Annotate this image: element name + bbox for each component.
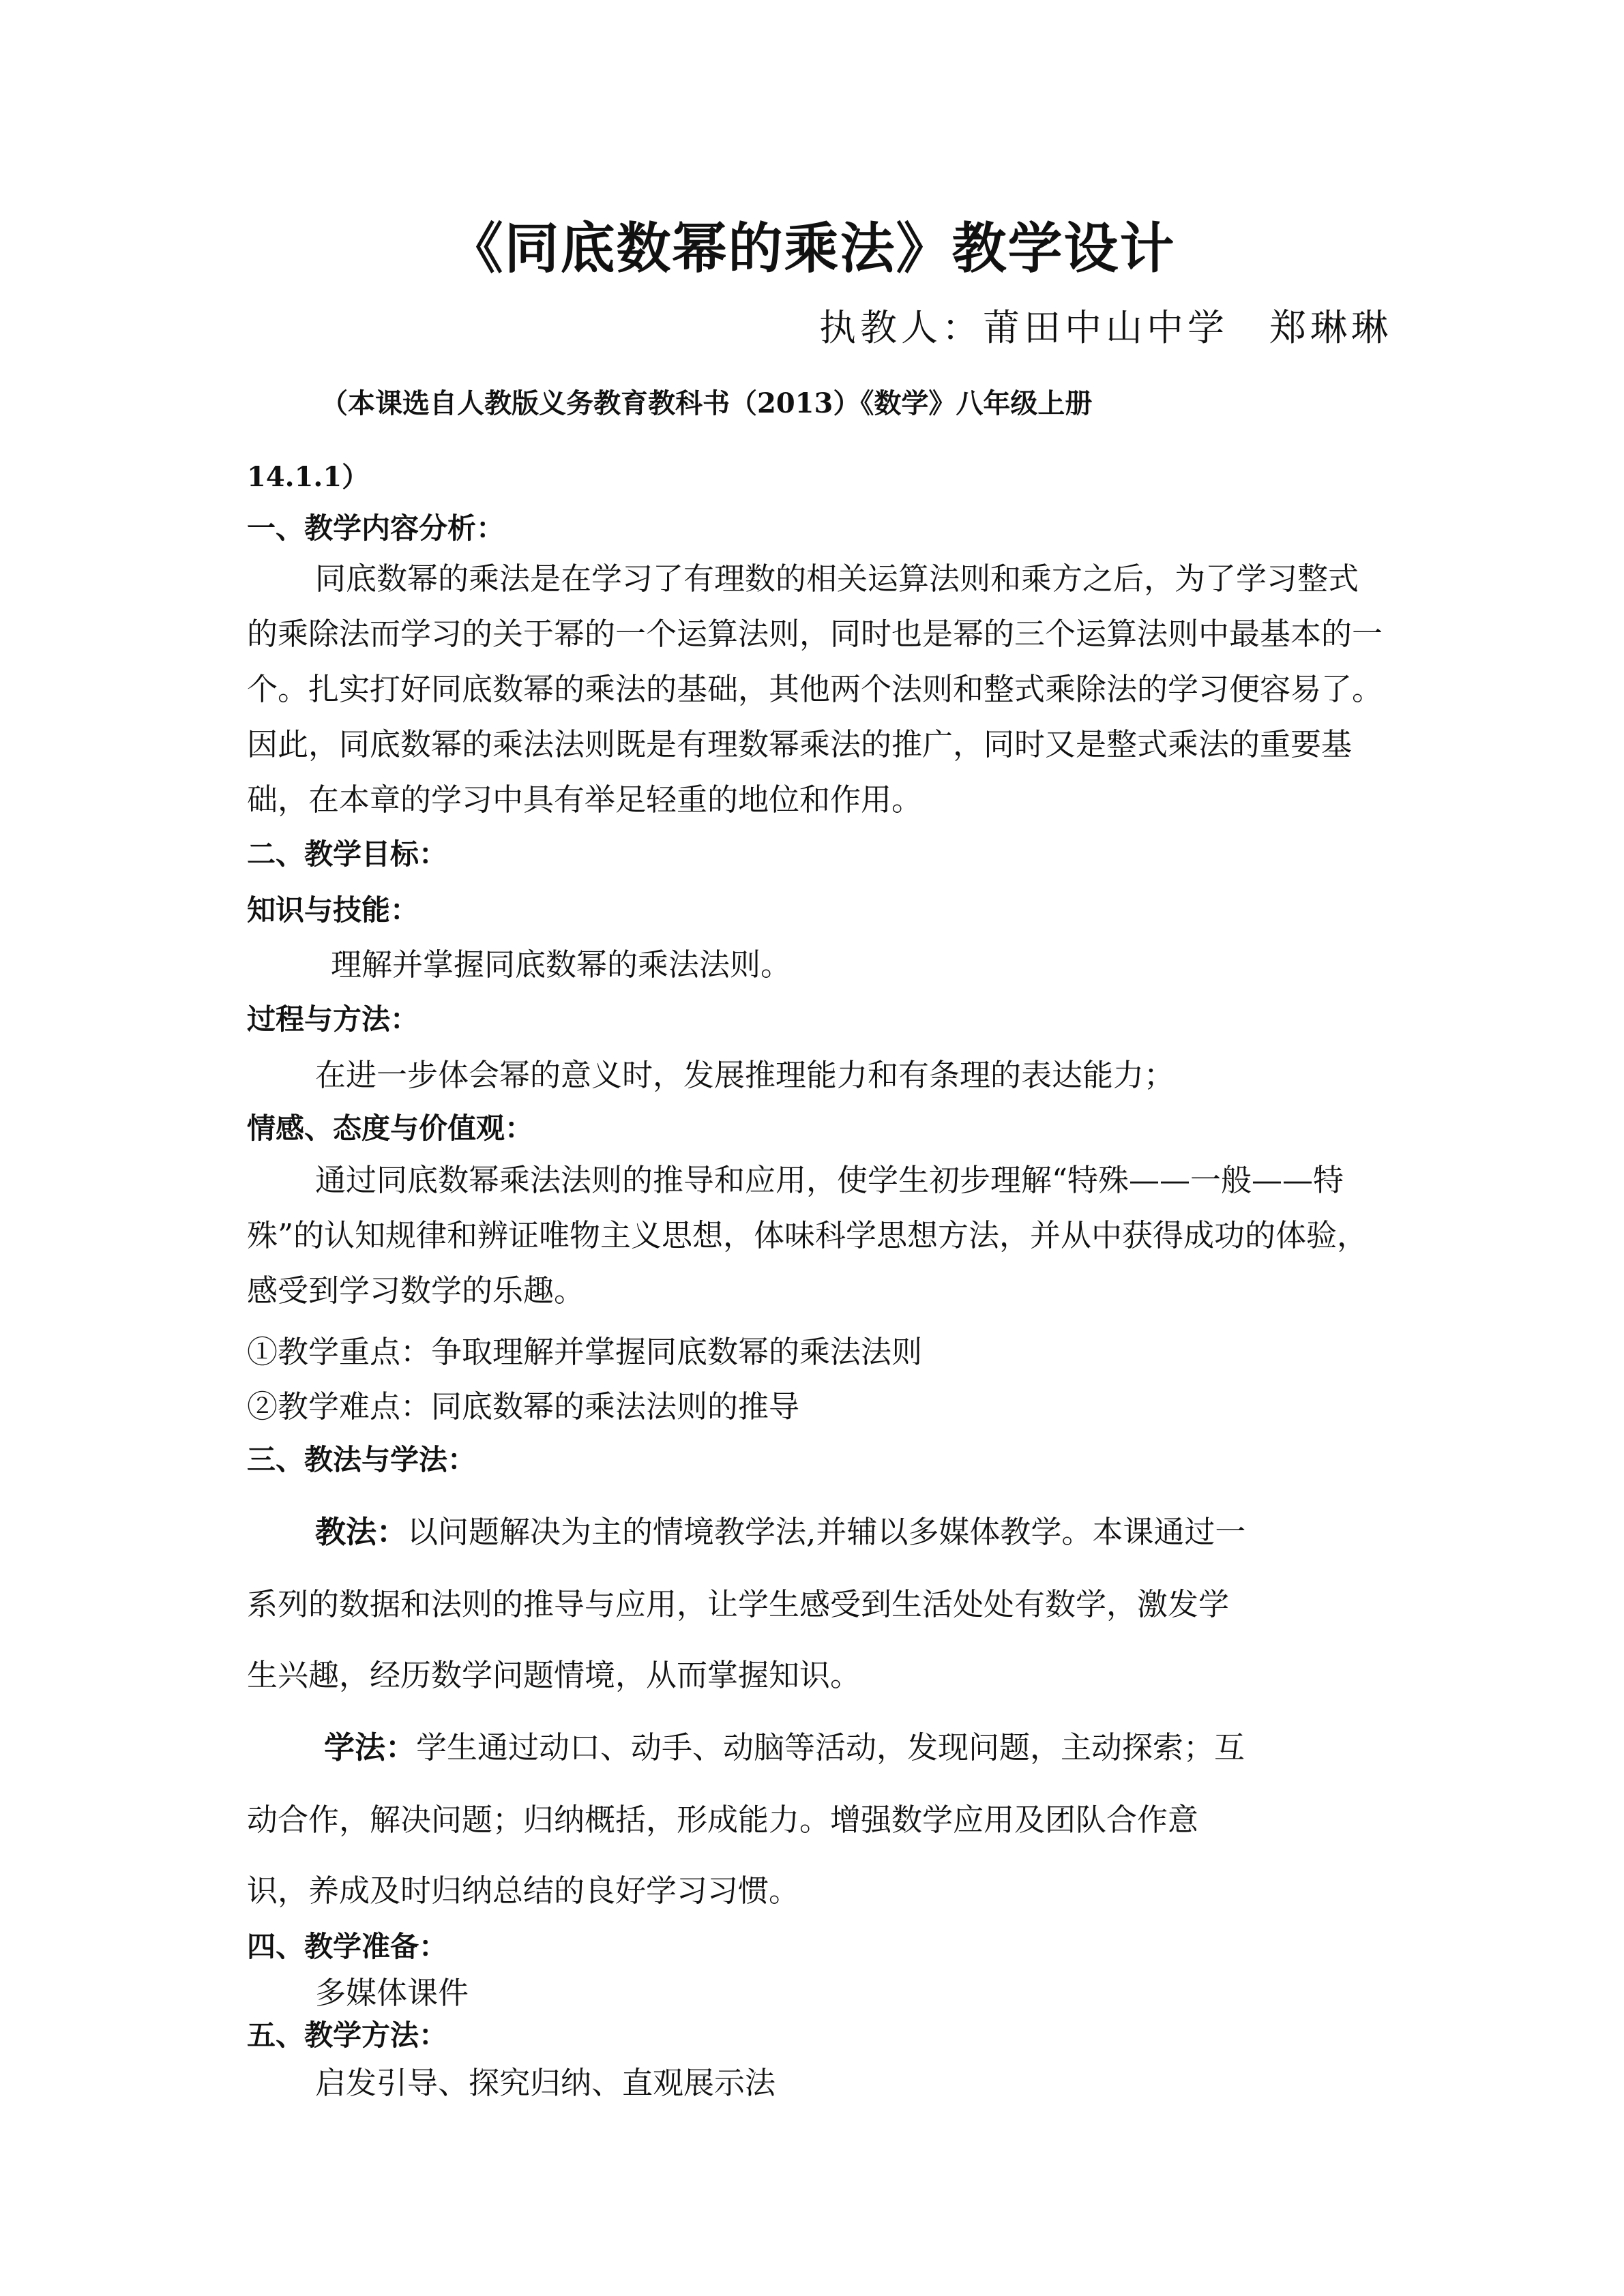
teaching-method-label: 教法： xyxy=(315,1514,408,1550)
process-body: 在进一步体会幂的意义时，发展推理能力和有条理的表达能力； xyxy=(315,1057,1175,1093)
source-line-1: （本课选自人教版义务教育教科书（2013）《数学》八年级上册 xyxy=(321,387,1093,419)
emotion-body: 通过同底数幂乘法法则的推导和应用，使学生初步理解“特殊——一般——特殊”的认知规律和辨证唯物主义思想，体味科学思想方法，并从中获得成功的体验，感受到学习数学的乐趣。 xyxy=(247,1162,1368,1309)
learning-method-line-1 xyxy=(324,1723,1245,1767)
author-name: 郑琳琳 xyxy=(1269,306,1392,349)
author-school: 莆田中山中学 xyxy=(983,306,1228,349)
section-4-heading: 四、教学准备： xyxy=(247,1930,448,1963)
key-point: ①教学重点：争取理解并掌握同底数幂的乘法法则 xyxy=(247,1334,923,1370)
knowledge-body: 理解并掌握同底数幂的乘法法则。 xyxy=(331,946,792,983)
section-5-body: 启发引导、探究归纳、直观展示法 xyxy=(315,2065,776,2101)
source-line-2: 14.1.1） xyxy=(247,461,370,493)
author-line xyxy=(819,299,1392,351)
section-2-heading: 二、教学目标： xyxy=(247,837,448,871)
learning-method-line-3: 识，养成及时归纳总结的良好学习习惯。 xyxy=(247,1873,800,1909)
learning-method-text-1: 学生通过动口、动手、动脑等活动，发现问题，主动探索；互 xyxy=(416,1729,1245,1765)
learning-method-label: 学法： xyxy=(324,1729,417,1765)
knowledge-label: 知识与技能： xyxy=(247,893,419,927)
teaching-method-line-1 xyxy=(315,1507,1245,1551)
author-label: 执教人： xyxy=(819,306,983,349)
section-5-heading: 五、教学方法： xyxy=(247,2018,448,2052)
section-1-body: 同底数幂的乘法是在学习了有理数的相关运算法则和乘方之后，为了学习整式的乘除法而学习的关于幂的一个运算法则，同时也是幂的三个运算法则中最基本的一个。扎实打好同底数幂的乘法的基础，其他两个法则和整式乘除法的学习便容易了。因此，同底数幂的乘法法则既是有理数幂乘法的推广，同时又是整式乘法的重要基础，在本章的学习中具有举足轻重的地位和作用。 xyxy=(247,561,1383,818)
teaching-method-line-2: 系列的数据和法则的推导与应用，让学生感受到生活处处有数学，激发学 xyxy=(247,1586,1230,1622)
difficult-point: ②教学难点：同底数幂的乘法法则的推导 xyxy=(247,1388,800,1425)
document-title: 《同底数幂的乘法》教学设计 xyxy=(448,216,1176,280)
learning-method-line-2: 动合作，解决问题；归纳概括，形成能力。增强数学应用及团队合作意 xyxy=(247,1802,1199,1838)
section-1-heading: 一、教学内容分析： xyxy=(247,511,505,545)
process-label: 过程与方法： xyxy=(247,1002,419,1036)
emotion-label: 情感、态度与价值观： xyxy=(247,1112,534,1145)
teaching-method-text-1: 以问题解决为主的情境教学法,并辅以多媒体教学。本课通过一 xyxy=(407,1514,1246,1550)
section-4-body: 多媒体课件 xyxy=(315,1975,469,2011)
section-3-heading: 三、教法与学法： xyxy=(247,1443,477,1476)
teaching-method-line-3: 生兴趣，经历数学问题情境，从而掌握知识。 xyxy=(247,1657,861,1693)
